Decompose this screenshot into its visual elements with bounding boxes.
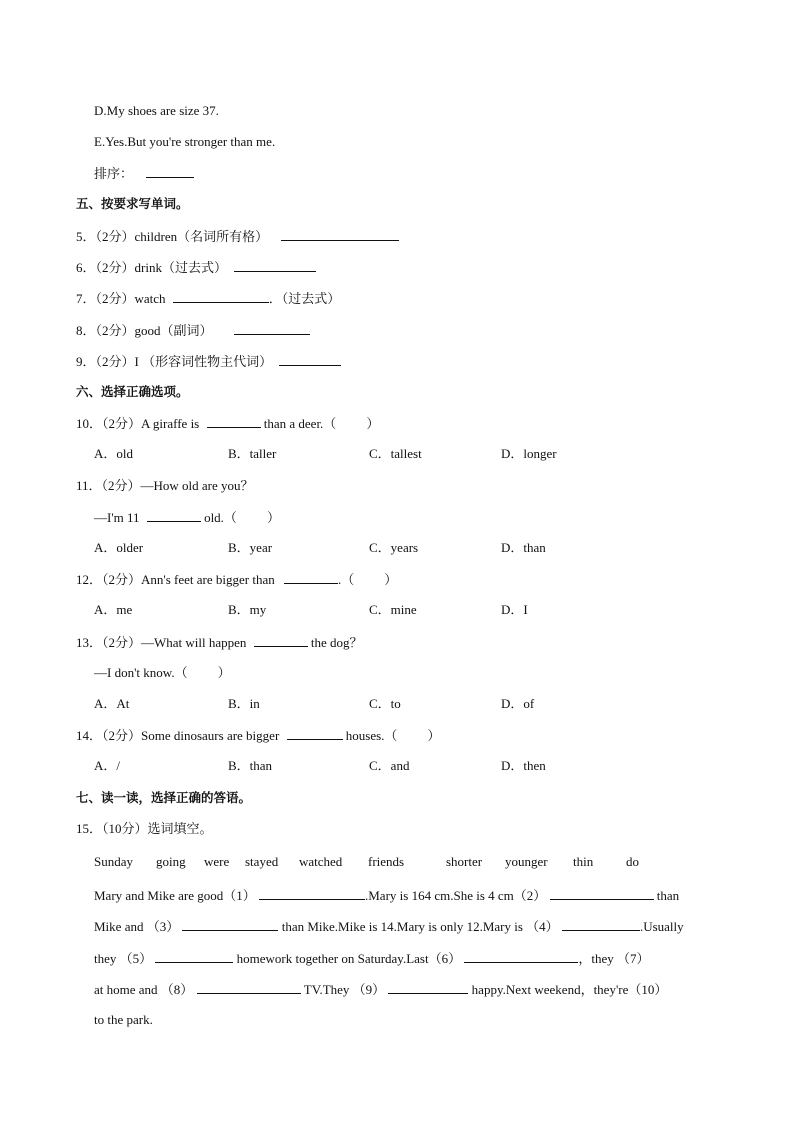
passage-text: than [656, 888, 680, 903]
q13-option-c[interactable]: C．to [369, 696, 401, 711]
question-14-blank[interactable] [287, 727, 343, 740]
question-11-after: old.（ [204, 510, 237, 525]
question-8-text: 8．（2分）good（副词） [76, 323, 213, 338]
passage-text: TV.They （9） [303, 982, 386, 997]
word-bank-item: shorter [446, 854, 483, 869]
blank-6[interactable] [464, 950, 578, 963]
question-12 [76, 571, 397, 588]
question-7-suffix: ．（过去式） [268, 291, 341, 306]
question-13-after: the dog？ [310, 635, 363, 650]
question-7-blank[interactable] [173, 290, 269, 303]
q14-option-b[interactable]: B．than [228, 758, 273, 773]
section-6-title: 六、选择正确选项。 [76, 384, 189, 399]
question-11: 11．（2分）—How old are you？ [76, 478, 254, 493]
passage-text: homework together on Saturday.Last（6） [236, 951, 462, 966]
blank-8[interactable] [197, 981, 301, 994]
blank-2[interactable] [550, 887, 654, 900]
question-12-after: .（ [337, 572, 355, 587]
question-8-blank[interactable] [234, 322, 310, 335]
passage-line-4 [94, 981, 667, 998]
q12-option-d[interactable]: D．I [501, 602, 528, 617]
q13-option-d[interactable]: D．of [501, 696, 535, 711]
question-5-text: 5．（2分）children（名词所有格） [76, 229, 269, 244]
passage-text: .Usually [639, 919, 684, 934]
blank-4[interactable] [562, 918, 640, 931]
question-8 [76, 322, 310, 339]
question-10 [76, 415, 379, 432]
question-7-text: 7．（2分）watch [76, 291, 166, 306]
word-bank-item: stayed [245, 854, 279, 869]
q11-option-b[interactable]: B．year [228, 540, 273, 555]
q10-option-d[interactable]: D．longer [501, 446, 557, 461]
section-5-title: 五、按要求写单词。 [76, 196, 189, 211]
q13-option-a[interactable]: A．At [94, 696, 130, 711]
word-bank-item: watched [299, 854, 343, 869]
blank-3[interactable] [182, 918, 278, 931]
question-6 [76, 259, 316, 276]
passage-text: Mike and （3） [94, 919, 180, 934]
blank-5[interactable] [155, 950, 233, 963]
q12-option-c[interactable]: C．mine [369, 602, 417, 617]
question-13-answer-text: —I don't know.（ [94, 665, 188, 680]
q11-option-c[interactable]: C．years [369, 540, 419, 555]
question-10-text: 10．（2分）A giraffe is [76, 416, 200, 431]
passage-line-5: to the park. [94, 1012, 153, 1027]
passage-text: at home and （8） [94, 982, 194, 997]
q12-option-a[interactable]: A．me [94, 602, 133, 617]
word-bank-item: Sunday [94, 854, 133, 869]
question-13-close: ） [217, 665, 231, 680]
q10-option-c[interactable]: C．tallest [369, 446, 422, 461]
order-label: 排序： [94, 166, 134, 181]
question-13 [76, 634, 363, 651]
question-9 [76, 353, 341, 370]
q12-option-b[interactable]: B．my [228, 602, 267, 617]
question-12-close: ） [384, 572, 398, 587]
passage-text: than Mike.Mike is 14.Mary is only 12.Mary is （4） [281, 919, 559, 934]
matching-option-e: E.Yes.But you're stronger than me. [94, 134, 276, 149]
section-7-title: 七、读一读，选择正确的答语。 [76, 790, 252, 805]
word-bank-item: friends [368, 854, 405, 869]
question-5 [76, 228, 399, 245]
question-14-after: houses.（ [345, 728, 398, 743]
question-14-text: 14．（2分）Some dinosaurs are bigger [76, 728, 280, 743]
question-14 [76, 727, 440, 744]
question-9-text: 9．（2分）I （形容词性物主代词） [76, 354, 273, 369]
matching-option-d: D.My shoes are size 37. [94, 103, 219, 118]
word-bank-item: were [204, 854, 230, 869]
q10-option-b[interactable]: B．taller [228, 446, 277, 461]
passage-text: they （5） [94, 951, 153, 966]
question-11-close: ） [266, 510, 280, 525]
word-bank-item: do [626, 854, 639, 869]
passage-text: Mary and Mike are good（1） [94, 888, 256, 903]
order-blank[interactable] [146, 165, 194, 178]
question-13-text: 13．（2分）—What will happen [76, 635, 247, 650]
q11-option-d[interactable]: D．than [501, 540, 546, 555]
passage-line-3 [94, 950, 649, 967]
passage-line-2 [94, 918, 684, 935]
question-10-blank[interactable] [207, 415, 261, 428]
question-15-title: 15．（10分）选词填空。 [76, 821, 213, 836]
blank-9[interactable] [388, 981, 468, 994]
question-10-after: than a deer.（ [263, 416, 337, 431]
passage-text: happy.Next weekend，they're（10） [471, 982, 668, 997]
word-bank-item: going [156, 854, 186, 869]
word-bank-item: thin [573, 854, 594, 869]
question-6-text: 6．（2分）drink（过去式） [76, 260, 227, 275]
passage-line-1 [94, 887, 679, 904]
q10-option-a[interactable]: A．old [94, 446, 134, 461]
question-10-close: ） [366, 416, 380, 431]
question-9-blank[interactable] [279, 353, 341, 366]
order-line [94, 165, 194, 182]
question-11-blank[interactable] [147, 509, 201, 522]
q11-option-a[interactable]: A．older [94, 540, 144, 555]
passage-text: ，they （7） [578, 951, 650, 966]
q13-option-b[interactable]: B．in [228, 696, 260, 711]
question-13-blank[interactable] [254, 634, 308, 647]
question-7 [76, 290, 340, 307]
question-6-blank[interactable] [234, 259, 316, 272]
question-13-line2 [94, 665, 231, 681]
q14-option-a[interactable]: A．/ [94, 758, 121, 773]
question-5-blank[interactable] [281, 228, 399, 241]
blank-1[interactable] [259, 887, 365, 900]
question-11-text: —I'm 11 [94, 510, 140, 525]
question-12-blank[interactable] [284, 571, 338, 584]
word-bank-item: younger [505, 854, 548, 869]
q14-option-d[interactable]: D．then [501, 758, 546, 773]
question-11-line2 [94, 509, 280, 526]
question-12-text: 12．（2分）Ann's feet are bigger than [76, 572, 275, 587]
question-14-close: ） [427, 728, 441, 743]
q14-option-c[interactable]: C．and [369, 758, 410, 773]
passage-text: .Mary is 164 cm.She is 4 cm（2） [365, 888, 547, 903]
